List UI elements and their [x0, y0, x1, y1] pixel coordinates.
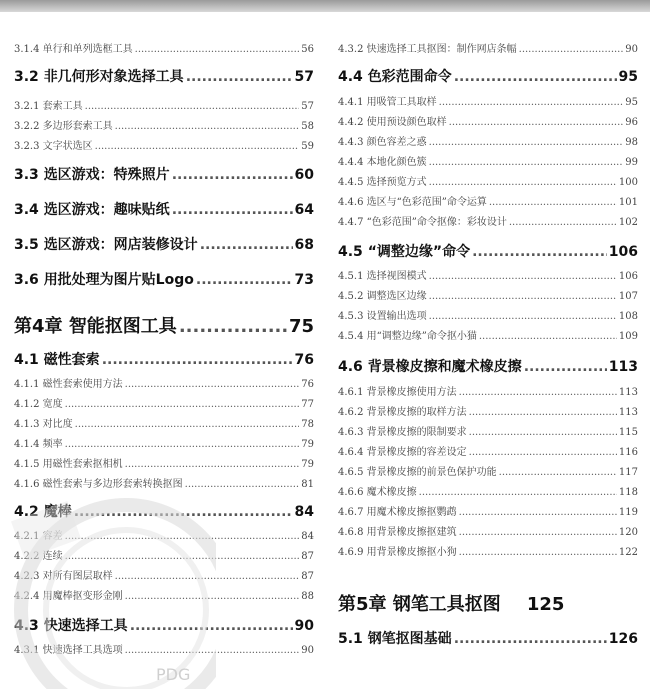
toc-section[interactable]: 4.1 磁性套索 ..... 76 [14, 349, 314, 369]
toc-section[interactable]: 3.6 用批处理为图片贴Logo ..... 73 [14, 269, 314, 289]
toc-entry[interactable]: 3.2.2 多边形套索工具 ..... 58 [14, 117, 314, 132]
toc-section[interactable]: 4.2 魔棒 ..... 84 [14, 501, 314, 521]
toc-entry[interactable]: 4.4.3 颜色容差之惑 ..... 98 [338, 133, 638, 148]
toc-section[interactable]: 4.6 背景橡皮擦和魔术橡皮擦 ..... 113 [338, 356, 638, 376]
top-scan-edge [0, 0, 650, 12]
toc-entry[interactable]: 4.3.2 快速选择工具抠图：制作网店条幅 ..... 90 [338, 40, 638, 55]
toc-entry[interactable]: 4.2.3 对所有图层取样 ..... 87 [14, 567, 314, 582]
toc-entry[interactable]: 4.2.4 用魔棒抠变形金刚 ..... 88 [14, 587, 314, 602]
toc-entry[interactable]: 3.2.3 文字状选区 ..... 59 [14, 137, 314, 152]
toc-entry[interactable]: 4.4.2 使用预设颜色取样 ..... 96 [338, 113, 638, 128]
toc-entry[interactable]: 4.5.2 调整选区边缘 ..... 107 [338, 287, 638, 302]
toc-entry[interactable]: 4.6.6 魔术橡皮擦 ..... 118 [338, 483, 638, 498]
toc-entry[interactable]: 4.6.7 用魔术橡皮擦抠鹦鹉 ..... 119 [338, 503, 638, 518]
toc-entry[interactable]: 4.2.2 连续 ..... 87 [14, 547, 314, 562]
toc-entry[interactable]: 4.4.7 “色彩范围”命令抠像：彩妆设计 ..... 102 [338, 213, 638, 228]
toc-entry[interactable]: 4.1.6 磁性套索与多边形套索转换抠图 ..... 81 [14, 475, 314, 490]
toc-entry[interactable]: 4.4.6 选区与“色彩范围”命令运算 ..... 101 [338, 193, 638, 208]
toc-entry[interactable]: 4.6.5 背景橡皮擦的前景色保护功能 ..... 117 [338, 463, 638, 478]
toc-chapter[interactable]: 第5章 钢笔工具抠图 125 [338, 594, 565, 615]
toc-entry[interactable]: 4.5.1 选择视图模式 ..... 106 [338, 267, 638, 282]
toc-entry[interactable]: 4.6.3 背景橡皮擦的限制要求 ..... 115 [338, 423, 638, 438]
toc-entry[interactable]: 4.2.1 容差 ..... 84 [14, 527, 314, 542]
toc-chapter[interactable]: 第4章 智能抠图工具 ..... 75 [14, 312, 314, 338]
toc-section[interactable]: 4.3 快速选择工具 ..... 90 [14, 615, 314, 635]
toc-entry[interactable]: 4.6.2 背景橡皮擦的取样方法 ..... 113 [338, 403, 638, 418]
toc-section[interactable]: 3.4 选区游戏：趣味贴纸 ..... 64 [14, 199, 314, 219]
watermark-text: PDG [156, 665, 191, 684]
toc-section[interactable]: 3.2 非几何形对象选择工具 ..... 57 [14, 66, 314, 86]
toc-entry[interactable]: 4.1.3 对比度 ..... 78 [14, 415, 314, 430]
toc-entry[interactable]: 4.6.4 背景橡皮擦的容差设定 ..... 116 [338, 443, 638, 458]
toc-section[interactable]: 5.1 钢笔抠图基础 ..... 126 [338, 628, 638, 648]
toc-entry[interactable]: 4.4.1 用吸管工具取样 ..... 95 [338, 93, 638, 108]
toc-entry[interactable]: 4.1.5 用磁性套索抠相机 ..... 79 [14, 455, 314, 470]
toc-entry[interactable]: 4.4.5 选择预览方式 ..... 100 [338, 173, 638, 188]
toc-section[interactable]: 4.4 色彩范围命令 ..... 95 [338, 66, 638, 86]
toc-entry[interactable]: 3.2.1 套索工具 ..... 57 [14, 97, 314, 112]
toc-entry[interactable]: 4.1.1 磁性套索使用方法 ..... 76 [14, 375, 314, 390]
toc-entry[interactable]: 4.4.4 本地化颜色簇 ..... 99 [338, 153, 638, 168]
toc-entry[interactable]: 4.5.3 设置输出选项 ..... 108 [338, 307, 638, 322]
toc-entry[interactable]: 4.6.9 用背景橡皮擦抠小狗 ..... 122 [338, 543, 638, 558]
toc-section[interactable]: 3.5 选区游戏：网店装修设计 ..... 68 [14, 234, 314, 254]
toc-section[interactable]: 3.3 选区游戏：特殊照片 ..... 60 [14, 164, 314, 184]
toc-entry[interactable]: 4.6.1 背景橡皮擦使用方法 ..... 113 [338, 383, 638, 398]
toc-section[interactable]: 4.5 “调整边缘”命令 ..... 106 [338, 241, 638, 261]
toc-entry[interactable]: 4.1.4 频率 ..... 79 [14, 435, 314, 450]
toc-entry[interactable]: 4.6.8 用背景橡皮擦抠建筑 ..... 120 [338, 523, 638, 538]
toc-entry[interactable]: 4.5.4 用“调整边缘”命令抠小猫 ..... 109 [338, 327, 638, 342]
toc-entry[interactable]: 4.1.2 宽度 ..... 77 [14, 395, 314, 410]
toc-entry[interactable]: 3.1.4 单行和单列选框工具 ..... 56 [14, 40, 314, 55]
toc-entry[interactable]: 4.3.1 快速选择工具选项 ..... 90 [14, 641, 314, 656]
